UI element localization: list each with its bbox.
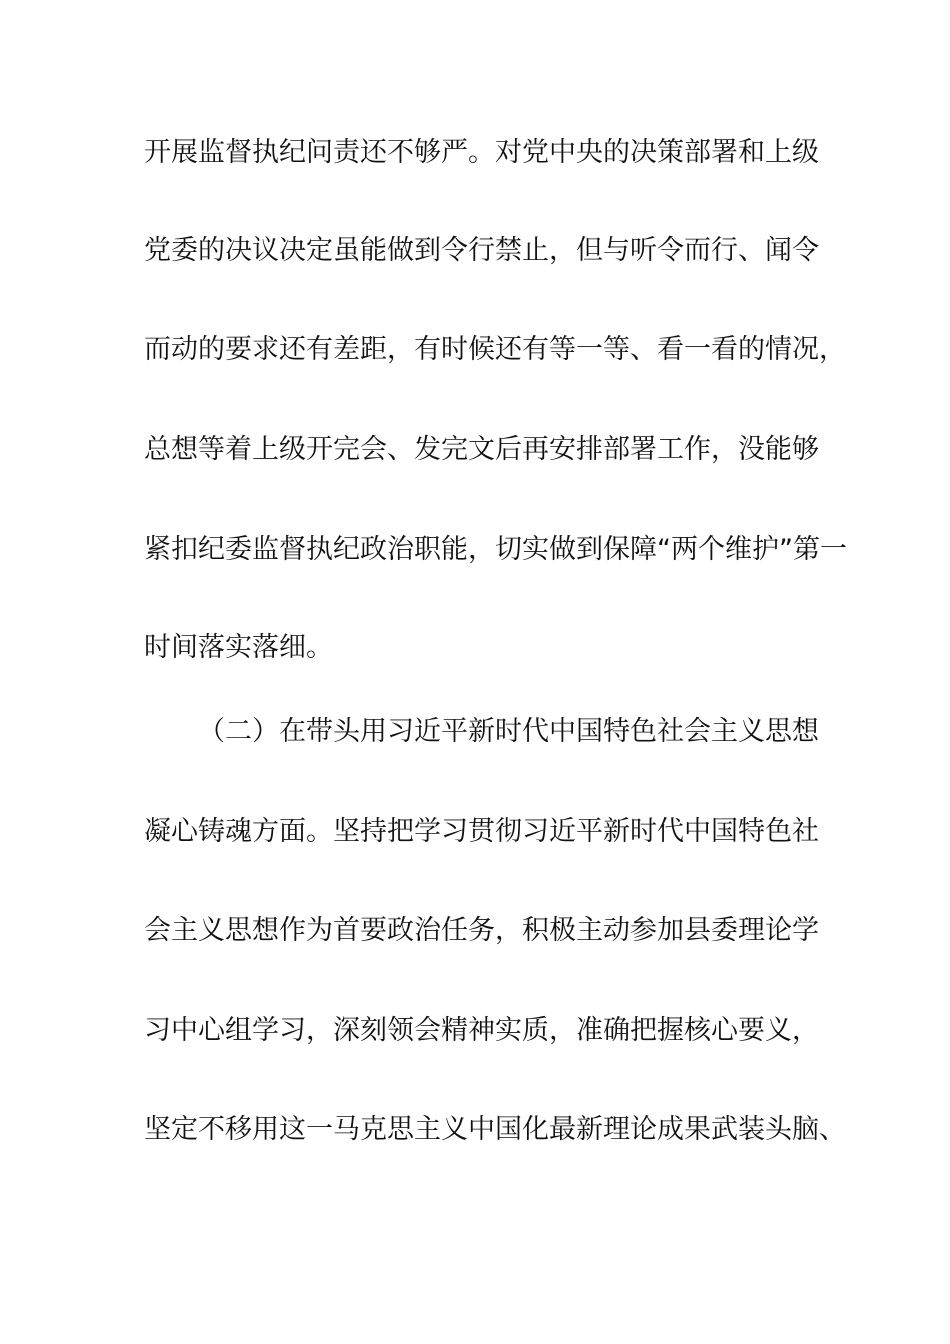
text-line: 而动的要求还有差距，有时候还有等一等、看一看的情况， <box>144 334 846 365</box>
text-line: 时间落实落细。 <box>144 632 333 663</box>
text-line: 习中心组学习，深刻领会精神实质，准确把握核心要义， <box>144 1015 819 1046</box>
text-line: 总想等着上级开完会、发完文后再安排部署工作，没能够 <box>144 434 819 465</box>
text-line: 坚定不移用这一马克思主义中国化最新理论成果武装头脑、 <box>144 1114 846 1145</box>
text-line: 凝心铸魂方面。坚持把学习贯彻习近平新时代中国特色社 <box>144 816 819 847</box>
text-line: 开展监督执纪问责还不够严。对党中央的决策部署和上级 <box>144 137 819 168</box>
section-heading-line: （二）在带头用习近平新时代中国特色社会主义思想 <box>198 716 819 747</box>
text-line: 紧扣纪委监督执纪政治职能，切实做到保障“两个维护”第一 <box>144 534 847 565</box>
text-line: 党委的决议决定虽能做到令行禁止，但与听令而行、闻令 <box>144 235 819 266</box>
text-line: 会主义思想作为首要政治任务，积极主动参加县委理论学 <box>144 915 819 946</box>
